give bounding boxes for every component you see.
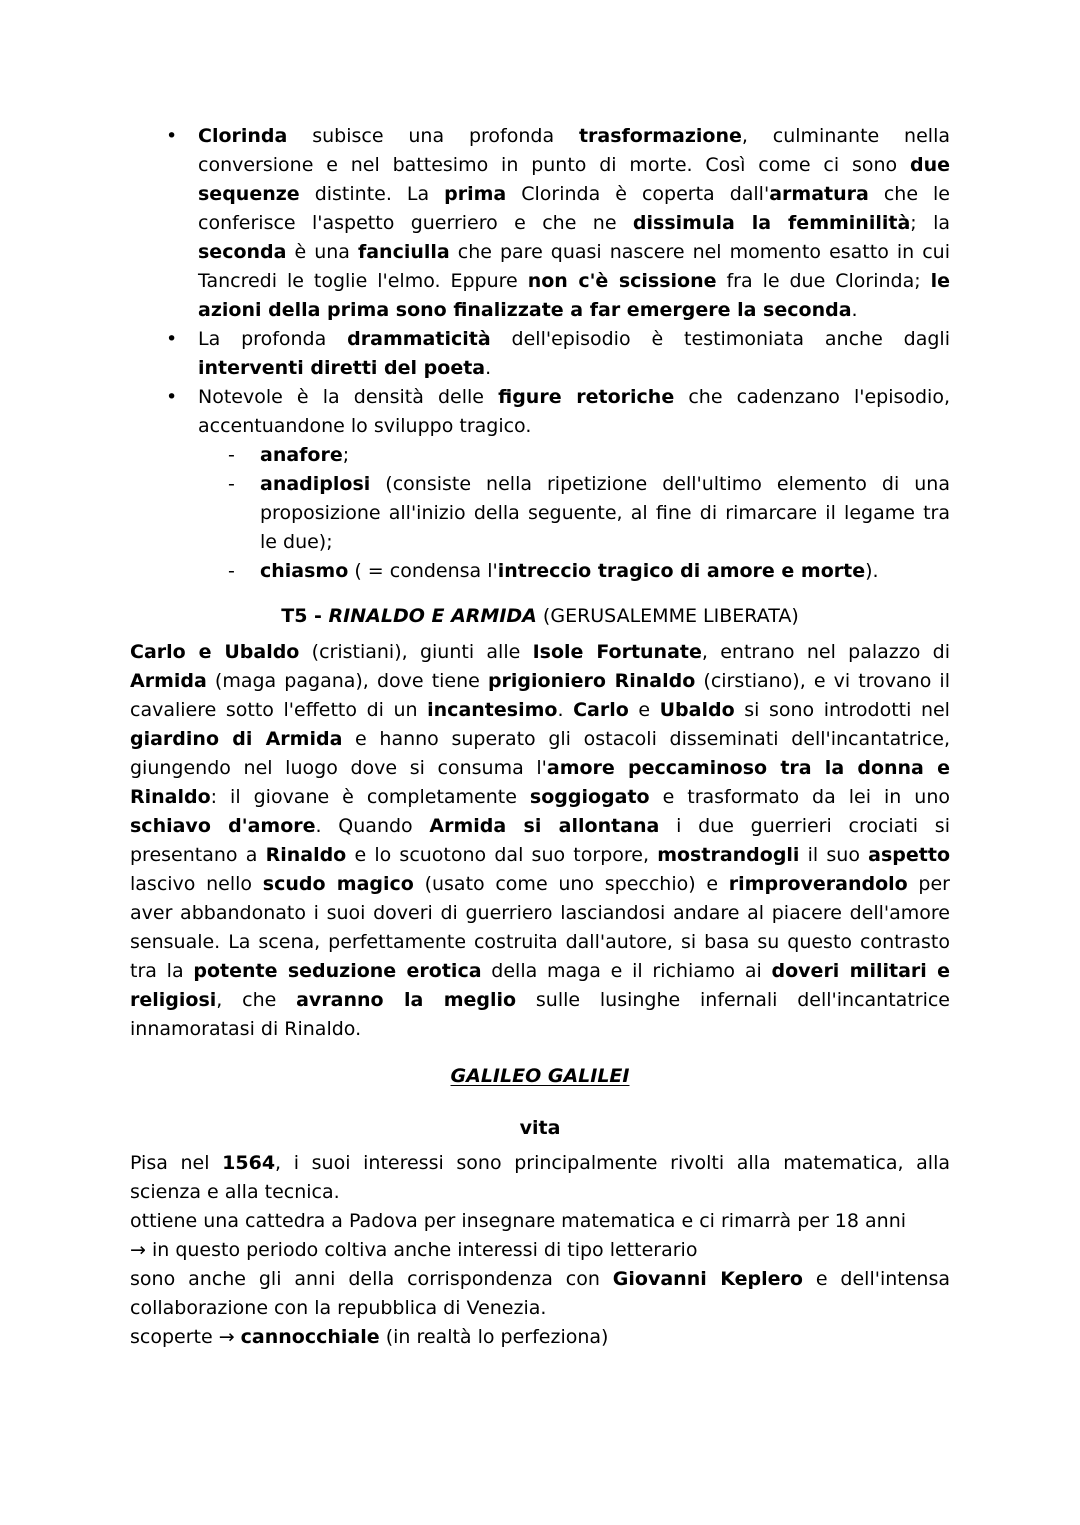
text-segment: scudo magico — [262, 873, 414, 895]
list-item-text — [260, 441, 950, 470]
text-segment: interventi diretti del poeta — [198, 357, 486, 379]
text-segment: Clorinda — [198, 125, 288, 147]
text-segment: GALILEO GALILEI — [450, 1065, 630, 1087]
text-segment: prima — [444, 183, 507, 205]
list-item-text — [198, 383, 950, 441]
text-segment: ottiene una cattedra a Padova per insegnare matematica e ci rimarrà per 18 anni — [130, 1210, 907, 1232]
bullet-figure-retoriche — [130, 383, 950, 441]
text-segment: anadiplosi — [260, 473, 371, 495]
text-segment: le azioni della prima sono finalizzate a far emergere la seconda — [198, 270, 951, 321]
text-segment: , i suoi interessi sono principalmente rivolti alla matematica, alla scienza e alla tecnica. — [130, 1152, 951, 1203]
dash-anafore — [130, 441, 950, 470]
text-segment: doveri militari e religiosi — [130, 960, 951, 1011]
text-segment: per aver abbandonato i suoi doveri di guerriero lasciandosi andare al piacere dell'amore sensuale. La scena, perfettamente costruita dall'autore, si basa su questo contrasto tra la — [130, 873, 950, 982]
text-segment: schiavo d'amore — [130, 815, 316, 837]
dash-anadiplosi — [130, 470, 950, 557]
bullet-clorinda — [130, 122, 950, 325]
heading-t5 — [130, 602, 950, 631]
text-segment: (maga pagana), dove tiene — [206, 670, 488, 692]
text-segment: , culminante nella conversione e nel battesimo in punto di morte. Così come ci sono — [198, 125, 950, 176]
paragraph-cattedra-padova — [130, 1207, 950, 1236]
text-segment: sulle lusinghe infernali dell'incantatrice innamoratasi di Rinaldo. — [130, 989, 950, 1040]
text-segment: Ubaldo — [659, 699, 735, 721]
text-segment: seconda — [198, 241, 287, 263]
text-segment: Carlo e Ubaldo — [130, 641, 300, 663]
bullet-marker: • — [166, 328, 178, 350]
text-segment: ). — [865, 560, 879, 582]
text-segment: , entrano nel palazzo di — [701, 641, 950, 663]
text-segment: figure retoriche — [498, 386, 675, 408]
text-segment: lascivo nello — [130, 873, 263, 895]
text-segment: subisce una profonda — [287, 125, 579, 147]
text-segment: e — [628, 699, 660, 721]
document-content — [130, 122, 950, 1352]
paragraph-interessi-letterari — [130, 1236, 950, 1265]
list-item-text — [198, 122, 950, 325]
text-segment: (in realtà lo perfeziona) — [379, 1326, 609, 1348]
text-segment: chiasmo — [260, 560, 349, 582]
text-segment: che le conferisce l'aspetto guerriero e che ne — [198, 183, 950, 234]
text-segment: avranno la meglio — [296, 989, 517, 1011]
dash-marker: - — [228, 473, 235, 495]
text-segment: Giovanni Keplero — [612, 1268, 803, 1290]
text-segment: ( = condensa l' — [348, 560, 498, 582]
text-segment: (usato come uno specchio) e — [413, 873, 729, 895]
text-segment: (consiste nella ripetizione dell'ultimo elemento di una proposizione all'inizio della seguente, al fine di rimarcare il legame tra le due); — [260, 473, 950, 553]
bullet-marker: • — [166, 386, 178, 408]
text-segment: → in questo periodo coltiva anche interessi di tipo letterario — [130, 1239, 698, 1261]
text-segment: (GERUSALEMME LIBERATA) — [536, 605, 799, 627]
text-segment: i due guerrieri crociati si presentano a — [130, 815, 950, 866]
text-segment: distinte. La — [299, 183, 445, 205]
text-segment: sono anche gli anni della corrispondenza con — [130, 1268, 613, 1290]
text-segment: prigioniero Rinaldo — [487, 670, 696, 692]
text-segment: si sono introdotti nel — [734, 699, 950, 721]
text-segment: Isole Fortunate — [532, 641, 702, 663]
text-segment: La profonda — [198, 328, 348, 350]
text-segment: . Quando — [315, 815, 430, 837]
text-segment: anafore — [260, 444, 343, 466]
dash-marker: - — [228, 444, 235, 466]
list-item-text — [198, 325, 950, 383]
text-segment: è una — [286, 241, 358, 263]
text-segment: Clorinda è coperta dall' — [506, 183, 770, 205]
text-segment: rimproverandolo — [728, 873, 908, 895]
text-segment: giardino di Armida — [130, 728, 343, 750]
text-segment: e hanno superato gli ostacoli disseminati dell'incantatrice, giungendo nel luogo dove si consuma l' — [130, 728, 950, 779]
text-segment: fra le due Clorinda; — [716, 270, 931, 292]
text-segment: drammaticità — [347, 328, 491, 350]
list-item-text — [260, 470, 950, 557]
text-segment: il suo — [799, 844, 869, 866]
text-segment: incantesimo — [427, 699, 558, 721]
text-segment: non c'è scissione — [527, 270, 717, 292]
dash-marker: - — [228, 560, 235, 582]
text-segment: cannocchiale — [240, 1326, 380, 1348]
paragraph-keplero-venezia — [130, 1265, 950, 1323]
text-segment: : il giovane è completamente — [210, 786, 530, 808]
text-segment: Rinaldo — [265, 844, 347, 866]
text-segment: 1564 — [222, 1152, 276, 1174]
paragraph-rinaldo-armida — [130, 638, 950, 1044]
text-segment: , che — [216, 989, 297, 1011]
text-segment: Notevole è la densità delle — [198, 386, 499, 408]
text-segment: trasformazione — [578, 125, 742, 147]
text-segment: (cristiani), giunti alle — [299, 641, 533, 663]
text-segment: T5 - — [281, 605, 329, 627]
text-segment: potente seduzione erotica — [193, 960, 482, 982]
text-segment: e dell'intensa collaborazione con la repubblica di Venezia. — [130, 1268, 951, 1319]
text-segment: intreccio tragico di amore e morte — [497, 560, 866, 582]
text-segment: vita — [519, 1117, 561, 1139]
text-segment: . — [557, 699, 574, 721]
text-segment: Armida si allontana — [429, 815, 660, 837]
text-segment: Pisa nel — [130, 1152, 223, 1174]
text-segment: che cadenzano l'episodio, accentuandone lo sviluppo tragico. — [198, 386, 951, 437]
text-segment: RINALDO E ARMIDA — [328, 605, 537, 627]
text-segment: della maga e il richiamo ai — [481, 960, 772, 982]
text-segment: scoperte → — [130, 1326, 241, 1348]
paragraph-pisa-1564 — [130, 1149, 950, 1207]
text-segment: ; — [342, 444, 350, 466]
dash-chiasmo — [130, 557, 950, 586]
text-segment: dell'episodio è testimoniata anche dagli — [490, 328, 950, 350]
bullet-drammaticita — [130, 325, 950, 383]
text-segment: aspetto — [868, 844, 950, 866]
text-segment: due sequenze — [198, 154, 950, 205]
text-segment: soggiogato — [529, 786, 650, 808]
paragraph-scoperte — [130, 1323, 950, 1352]
text-segment: dissimula la femminilità — [632, 212, 911, 234]
text-segment: Armida — [130, 670, 207, 692]
text-segment: . — [485, 357, 492, 379]
text-segment: e trasformato da lei in uno — [649, 786, 950, 808]
text-segment: (cirstiano), e vi trovano il cavaliere sotto l'effetto di un — [130, 670, 950, 721]
heading-vita — [130, 1114, 950, 1143]
heading-galileo — [130, 1062, 950, 1091]
text-segment: . — [851, 299, 858, 321]
text-segment: che pare quasi nascere nel momento esatto in cui Tancredi le toglie l'elmo. Eppure — [198, 241, 950, 292]
list-item-text — [260, 557, 950, 586]
text-segment: fanciulla — [357, 241, 450, 263]
text-segment: Carlo — [573, 699, 629, 721]
text-segment: e lo scuotono dal suo torpore, — [346, 844, 658, 866]
bullet-marker: • — [166, 125, 178, 147]
text-segment: ; la — [910, 212, 950, 234]
text-segment: amore peccaminoso tra la donna e Rinaldo — [130, 757, 950, 808]
text-segment: mostrandogli — [657, 844, 800, 866]
text-segment: armatura — [769, 183, 869, 205]
